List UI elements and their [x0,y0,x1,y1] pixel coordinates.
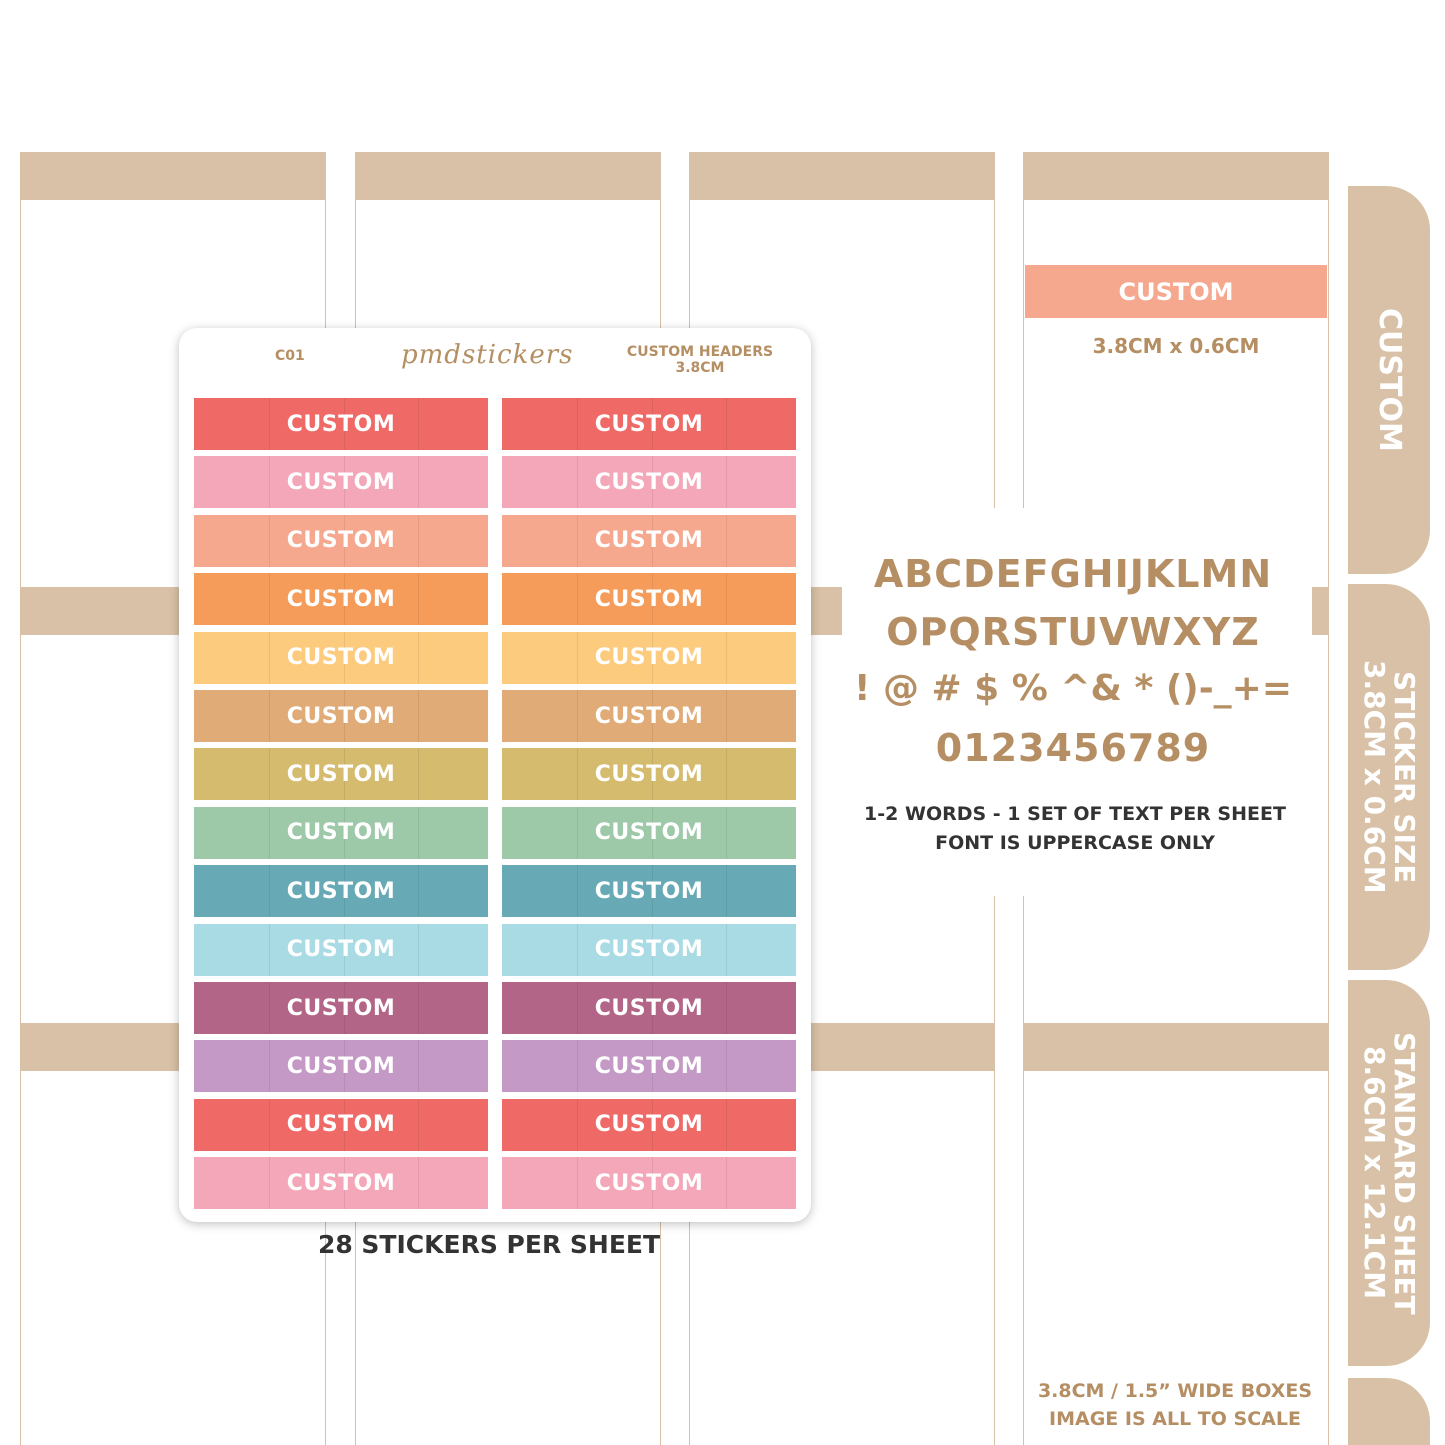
alphabet-line-2: OPQRSTUVWXYZ [886,610,1260,654]
planner-header-band [1023,152,1329,200]
custom-sticker: CUSTOM [194,807,488,859]
sheet-title-line-2: 3.8CM [675,360,725,376]
custom-sticker: CUSTOM [194,456,488,508]
custom-sticker: CUSTOM [194,1040,488,1092]
custom-sticker: CUSTOM [502,1040,796,1092]
custom-sticker: CUSTOM [194,924,488,976]
custom-sticker: CUSTOM [194,865,488,917]
font-note-1: 1-2 WORDS - 1 SET OF TEXT PER SHEET [864,803,1286,825]
planner-header-band [689,152,995,200]
custom-sticker: CUSTOM [502,456,796,508]
custom-sticker: CUSTOM [194,1157,488,1209]
sheet-title [615,344,785,376]
side-tab-sticker-size-label: STICKER SIZE 3.8CM x 0.6CM [1358,660,1421,894]
sample-sticker [1025,265,1327,318]
custom-sticker: CUSTOM [194,690,488,742]
footer-line-1: 3.8CM / 1.5” WIDE BOXES [1037,1380,1313,1402]
custom-sticker: CUSTOM [194,632,488,684]
custom-sticker: CUSTOM [502,924,796,976]
sample-sticker-label: CUSTOM [1118,277,1234,306]
custom-sticker: CUSTOM [502,1099,796,1151]
side-tab-standard-sheet [1348,980,1430,1366]
planner-header-band [355,152,661,200]
custom-sticker: CUSTOM [502,865,796,917]
sticker-sheet [179,328,811,1222]
custom-sticker: CUSTOM [194,398,488,450]
side-tab-custom [1348,186,1430,574]
side-tab-standard-sheet-label: STANDARD SHEET 8.6CM x 12.1CM [1358,1031,1421,1315]
custom-sticker: CUSTOM [194,982,488,1034]
custom-sticker: CUSTOM [502,690,796,742]
custom-sticker: CUSTOM [502,1157,796,1209]
footer-line-2: IMAGE IS ALL TO SCALE [1049,1408,1301,1430]
brand-logo: pmdstickers [401,340,574,370]
custom-sticker: CUSTOM [502,398,796,450]
side-tab-sticker-size [1348,584,1430,970]
sheet-title-line-1: CUSTOM HEADERS [626,344,774,360]
custom-sticker: CUSTOM [194,1099,488,1151]
planner-header-band [20,152,326,200]
custom-sticker: CUSTOM [502,982,796,1034]
custom-sticker: CUSTOM [502,632,796,684]
digits-line: 0123456789 [935,726,1211,770]
sheet-code: C01 [275,348,305,364]
custom-sticker: CUSTOM [194,515,488,567]
font-note-2: FONT IS UPPERCASE ONLY [935,832,1215,854]
side-tab-partial [1348,1378,1430,1445]
stickers-count: 28 STICKERS PER SHEET [317,1230,661,1259]
symbols-line: ! @ # $ % ^& * ()-_+= [854,668,1292,709]
custom-sticker: CUSTOM [194,573,488,625]
custom-sticker: CUSTOM [502,748,796,800]
side-tab-custom-label: CUSTOM [1372,308,1407,452]
custom-sticker: CUSTOM [502,573,796,625]
alphabet-line-1: ABCDEFGHIJKLMN [873,552,1273,596]
planner-header-band [1023,1023,1329,1071]
custom-sticker: CUSTOM [502,807,796,859]
custom-sticker: CUSTOM [502,515,796,567]
custom-sticker: CUSTOM [194,748,488,800]
sample-size-text: 3.8CM x 0.6CM [1092,334,1260,358]
